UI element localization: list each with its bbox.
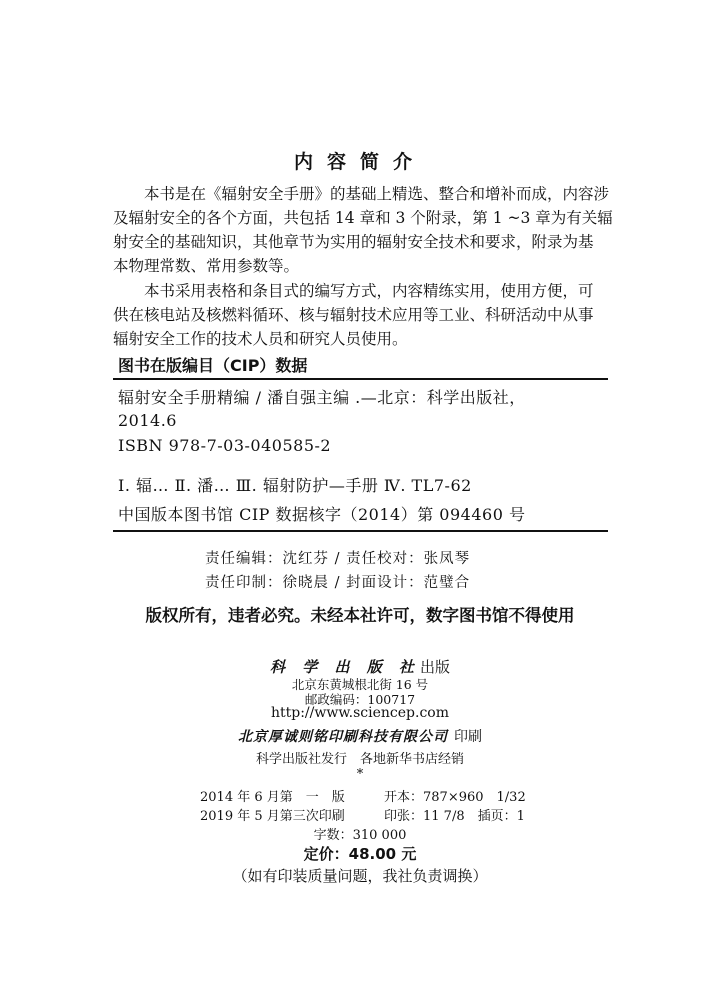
edition-first: 2014 年 6 月第 一 版: [200, 790, 345, 805]
quality-note: （如有印装质量问题，我社负责调换）: [232, 867, 488, 885]
paragraph-line: 辐射安全工作的技术人员和研究人员使用。: [113, 330, 408, 348]
paragraph-line: 本物理常数、常用参数等。: [113, 257, 300, 275]
separator-star: *: [356, 767, 364, 782]
publisher-url: http://www.sciencep.com: [270, 705, 449, 721]
word-count: 字数：310 000: [313, 828, 407, 843]
cip-record: 中国版本图书馆 CIP 数据核字（2014）第 094460 号: [118, 505, 526, 524]
sheets-info: 印张：11 7/8 插页：1: [384, 809, 525, 824]
paragraph-line: 射安全的基础知识，其他章节为实用的辐射安全技术和要求，附录为基: [113, 233, 594, 251]
paragraph-line: 供在核电站及核燃料循环、核与辐射技术应用等工业、科研活动中从事: [113, 306, 594, 324]
publisher-name: 科 学 出 版 社: [270, 658, 420, 676]
cip-top-rule: [113, 378, 608, 380]
publisher-suffix: 出版: [419, 658, 450, 676]
summary-title: 内容简介: [293, 151, 426, 173]
cip-bottom-rule: [113, 530, 608, 532]
publisher-line: [0, 656, 720, 677]
cip-classification: Ⅰ. 辐… Ⅱ. 潘… Ⅲ. 辐射防护—手册 Ⅳ. TL7-62: [118, 476, 472, 495]
publisher-address: 北京东黄城根北街 16 号: [291, 677, 429, 692]
paragraph-line: 本书采用表格和条目式的编写方式，内容精练实用，使用方便，可: [144, 282, 594, 300]
edition-third-print: 2019 年 5 月第三次印刷: [200, 809, 345, 824]
cip-heading: 图书在版编目（CIP）数据: [118, 356, 308, 375]
summary-paragraph-1: [113, 182, 613, 278]
summary-paragraph-2: [113, 279, 594, 351]
format-size: 开本：787×960 1/32: [384, 790, 526, 805]
printer-name: 北京厚诚则铭印刷科技有限公司: [238, 729, 448, 745]
cip-isbn: ISBN 978-7-03-040585-2: [118, 436, 332, 455]
distribution-line: 科学出版社发行 各地新华书店经销: [255, 752, 464, 767]
staff-editors: 责任编辑：沈红芬 / 责任校对：张凤琴: [205, 551, 471, 567]
cip-title-line: 辐射安全手册精编 / 潘自强主编 .—北京：科学出版社，: [118, 388, 526, 407]
printer-suffix: 印刷: [454, 729, 482, 745]
staff-production: 责任印制：徐晓晨 / 封面设计：范璧合: [205, 575, 471, 591]
copyright-notice: 版权所有，违者必究。未经本社许可，数字图书馆不得使用: [145, 606, 575, 625]
price: 定价：48.00 元: [303, 845, 417, 863]
paragraph-line: 及辐射安全的各个方面，共包括 14 章和 3 个附录，第 1 ~3 章为有关辐: [113, 209, 613, 227]
cip-date-line: 2014.6: [118, 411, 177, 430]
printer-line: [0, 726, 720, 746]
publisher-postcode: 邮政编码：100717: [304, 692, 416, 707]
paragraph-line: 本书是在《辐射安全手册》的基础上精选、整合和增补而成，内容涉: [144, 185, 610, 203]
